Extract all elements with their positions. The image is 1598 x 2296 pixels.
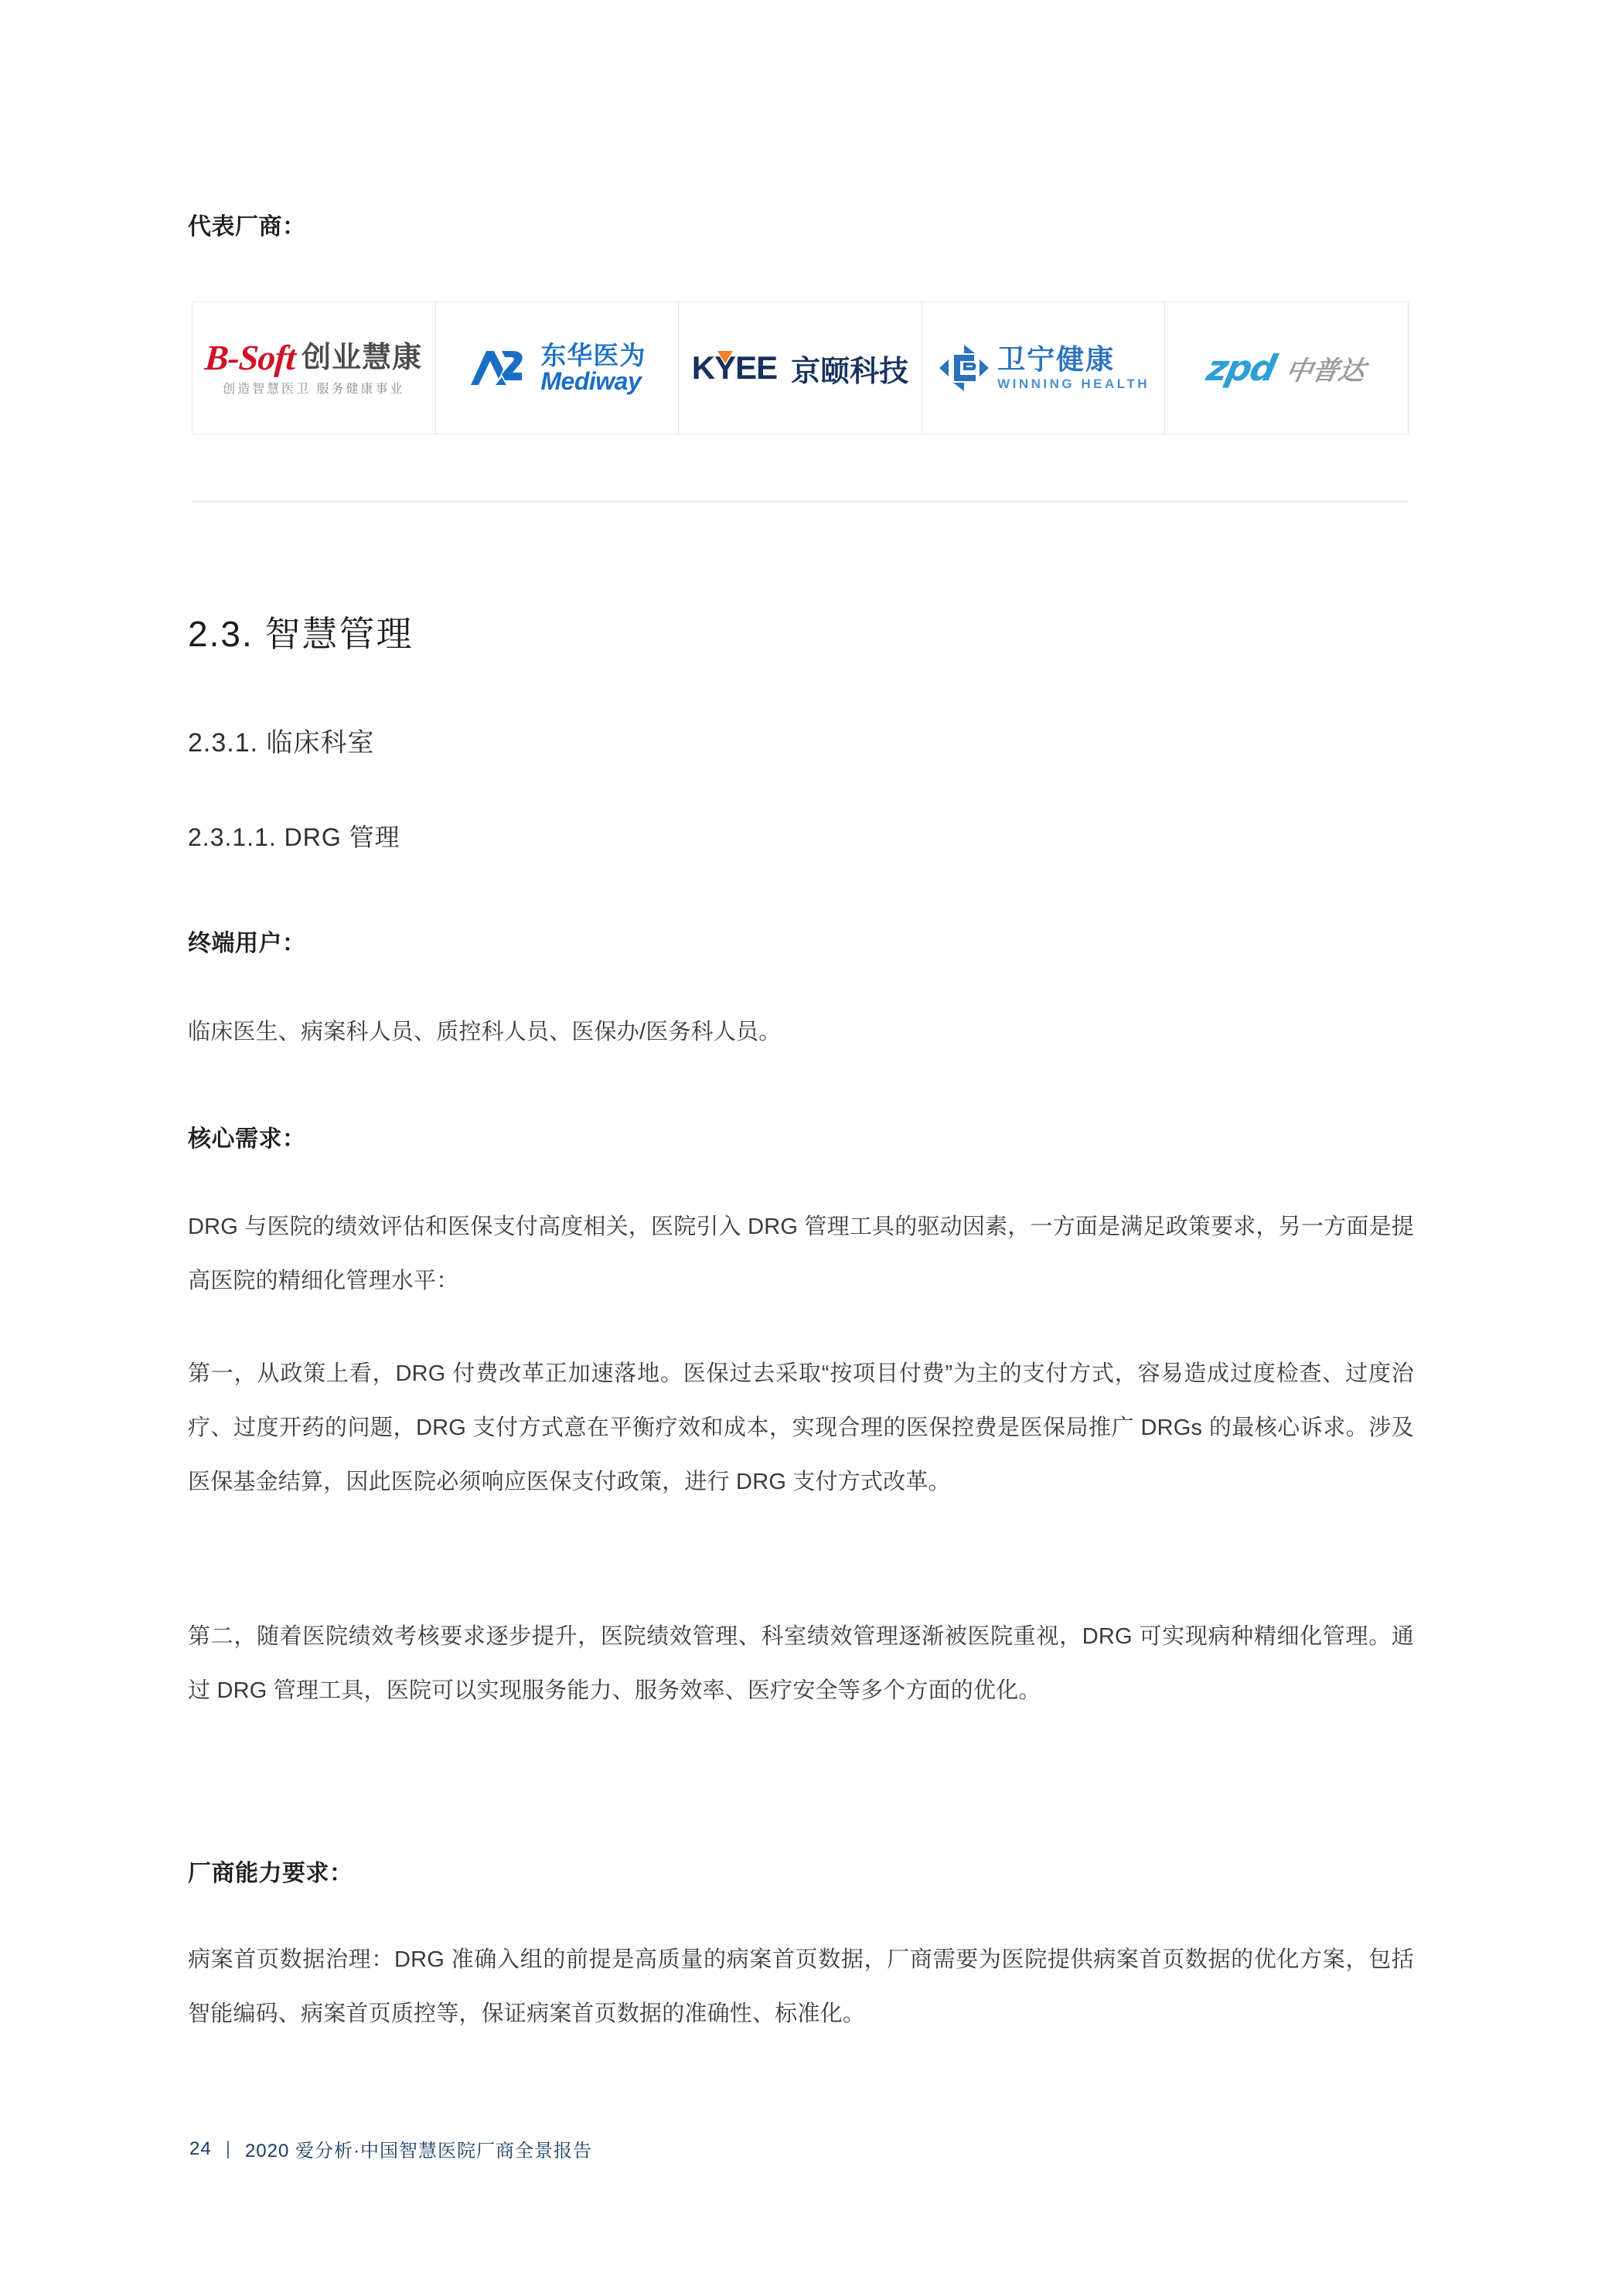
- page-footer: [189, 2135, 592, 2162]
- kyee-wordmark: [692, 349, 777, 387]
- footer-separator: |: [225, 2138, 231, 2159]
- winning-health-logo: [937, 342, 1150, 393]
- winning-health-chinese-name: 卫宁健康: [997, 343, 1116, 376]
- section-divider: [192, 501, 1409, 502]
- representative-vendors-label: 代表厂商：: [188, 214, 306, 240]
- zpd-wordmark: zpd: [1203, 347, 1279, 389]
- b-soft-logo: [205, 340, 422, 396]
- mediway-chinese-name: 东华医为: [540, 340, 646, 370]
- heading-level-4: 2.3.1.1. DRG 管理: [188, 823, 400, 851]
- kyee-logo: [692, 347, 908, 390]
- mediway-mark-icon: [468, 346, 534, 390]
- heading-level-3: 2.3.1. 临床科室: [188, 728, 375, 758]
- second-point-paragraph: 第二，随着医院绩效考核要求逐步提升，医院绩效管理、科室绩效管理逐渐被医院重视，DRG 可实现病种精细化管理。通过 DRG 管理工具，医院可以实现服务能力、服务效率、医疗安全等多个方面的优化。: [188, 1624, 1414, 1703]
- end-user-paragraph: 临床医生、病案科人员、质控科人员、医保办/医务科人员。: [188, 1020, 782, 1044]
- kyee-letters-ee: EE: [735, 349, 778, 386]
- end-user-label: 终端用户：: [188, 931, 306, 956]
- vendor-cell-winning-health: [922, 302, 1166, 434]
- footer-report-title: 2020 爱分析·中国智慧医院厂商全景报告: [244, 2141, 592, 2161]
- heading-level-2: 2.3. 智慧管理: [188, 614, 414, 654]
- kyee-letter-k: K: [691, 349, 715, 386]
- core-need-label: 核心需求：: [188, 1126, 306, 1152]
- winning-health-english-name: WINNING HEALTH: [997, 376, 1150, 391]
- b-soft-tagline: 创造智慧医卫 服务健康事业: [223, 383, 405, 396]
- vendor-capability-label: 厂商能力要求：: [188, 1861, 353, 1886]
- core-need-paragraph: DRG 与医院的绩效评估和医保支付高度相关，医院引入 DRG 管理工具的驱动因素，一方面是满足政策要求，另一方面是提高医院的精细化管理水平：: [188, 1214, 1414, 1293]
- kyee-chinese-name: 京颐科技: [791, 355, 909, 388]
- vendor-cell-mediway: [436, 302, 680, 434]
- footer-page-number: 24: [189, 2138, 212, 2159]
- mediway-english-name: Mediway: [540, 366, 642, 395]
- kyee-letter-y: Y: [714, 349, 736, 386]
- vendor-cell-b-soft: [193, 302, 436, 434]
- vendor-logo-table: [192, 301, 1409, 434]
- zpd-logo: [1203, 347, 1368, 389]
- vendor-capability-paragraph: 病案首页数据治理：DRG 准确入组的前提是高质量的病案首页数据，厂商需要为医院提供病案首页数据的优化方案，包括智能编码、病案首页质控等，保证病案首页数据的准确性、标准化。: [188, 1947, 1414, 2026]
- winning-health-mark-icon: [937, 342, 991, 393]
- first-point-paragraph: 第一，从政策上看，DRG 付费改革正加速落地。医保过去采取“按项目付费”为主的支付方式，容易造成过度检查、过度治疗、过度开药的问题，DRG 支付方式意在平衡疗效和成本，实现合理的医保控费是医保局推广 DRGs 的最核心诉求。涉及医保基金结算，因此医院必须响应医保支付政策，进行 DRG 支付方式改革。: [188, 1361, 1414, 1494]
- b-soft-wordmark: B-Soft: [203, 338, 297, 377]
- b-soft-chinese-name: 创业慧康: [302, 342, 423, 374]
- vendor-cell-zpd: [1165, 302, 1408, 434]
- vendor-cell-kyee: [679, 302, 922, 434]
- mediway-logo: [468, 342, 646, 393]
- zpd-chinese-name: 中普达: [1283, 356, 1368, 386]
